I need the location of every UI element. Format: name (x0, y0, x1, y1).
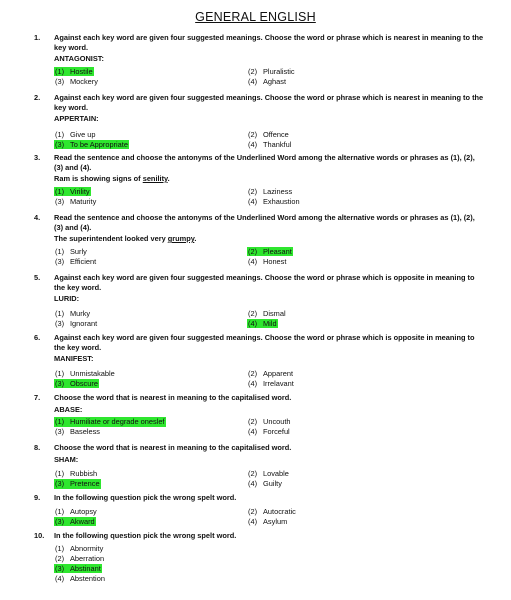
option-2 (247, 247, 293, 257)
option-row (54, 67, 484, 77)
option-3 (54, 197, 97, 207)
question-text: Against each key word are given four suggested meanings. Choose the word or phrase which is nearest in meaning to the key word. (54, 33, 484, 52)
option-text: Unmistakable (70, 368, 115, 378)
question-2 (34, 93, 484, 150)
option-row (54, 554, 484, 564)
option-number: (1) (55, 469, 65, 478)
option-number: (3) (55, 196, 65, 206)
option-number: (3) (55, 76, 65, 86)
underlined-word: senility (142, 174, 168, 183)
option-text: Pleasant (263, 246, 292, 256)
option-row (54, 507, 484, 517)
question-number: 4. (34, 213, 41, 222)
option-number: (1) (55, 368, 65, 378)
option-number: (4) (248, 479, 258, 488)
options (54, 469, 484, 489)
option-number: (2) (248, 368, 258, 378)
option-text: Baseless (70, 427, 100, 436)
question-number: 2. (34, 93, 41, 102)
option-row (54, 140, 484, 150)
option-row (54, 77, 484, 87)
option-number: (2) (248, 506, 258, 516)
options (54, 67, 484, 87)
option-3 (54, 379, 99, 389)
option-3 (54, 564, 102, 574)
option-text: Surly (70, 246, 87, 256)
option-text: Maturity (70, 196, 97, 206)
option-text: Rubbish (70, 469, 98, 478)
option-text: Pretence (70, 479, 100, 488)
option-text: Abnormity (70, 543, 104, 553)
option-1 (54, 369, 116, 379)
option-text: Autopsy (70, 506, 97, 516)
option-1 (54, 507, 98, 517)
option-number: (3) (55, 516, 65, 526)
option-text: Forceful (263, 427, 290, 436)
option-4 (247, 197, 301, 207)
option-text: Hostile (70, 66, 93, 76)
option-number: (3) (55, 563, 65, 573)
option-text: Asylum (263, 516, 288, 526)
option-number: (4) (55, 573, 65, 583)
question-1 (34, 33, 484, 87)
option-text: Virility (70, 186, 90, 196)
option-2 (247, 369, 294, 379)
option-text: Give up (70, 129, 96, 139)
option-text: Obscure (70, 378, 98, 388)
option-3 (54, 517, 96, 527)
question-sentence: Ram is showing signs of senility. (54, 174, 170, 183)
options (54, 187, 484, 207)
option-row (54, 319, 484, 329)
question-10 (34, 531, 484, 584)
option-row (54, 257, 484, 267)
question-3 (34, 153, 484, 207)
option-text: Offence (263, 129, 289, 139)
option-text: Mild (263, 318, 277, 328)
option-number: (2) (248, 246, 258, 256)
option-row (54, 187, 484, 197)
question-6 (34, 333, 484, 389)
question-8 (34, 443, 484, 489)
option-text: Autocratic (263, 506, 296, 516)
option-2 (247, 67, 296, 77)
option-text: Aberration (70, 553, 105, 563)
option-2 (247, 417, 292, 427)
option-4 (54, 574, 106, 584)
option-1 (54, 417, 166, 427)
option-number: (4) (248, 516, 258, 526)
question-text: In the following question pick the wrong spelt word. (54, 531, 237, 540)
key-word: MANIFEST: (54, 354, 94, 363)
option-1 (54, 247, 88, 257)
option-text: Thankful (263, 139, 292, 149)
option-text: Aghast (263, 76, 287, 86)
option-2 (247, 309, 287, 319)
question-text: In the following question pick the wrong spelt word. (54, 493, 237, 502)
option-number: (1) (55, 186, 65, 196)
option-1 (54, 469, 98, 479)
option-row (54, 309, 484, 319)
option-number: (2) (55, 553, 65, 563)
question-text: Read the sentence and choose the antonyms of the Underlined Word among the alternative words or phrases as (1), (2), (3) and (4). (54, 213, 475, 232)
option-4 (247, 140, 292, 150)
option-number: (3) (55, 318, 65, 328)
options (54, 130, 484, 150)
option-4 (247, 379, 295, 389)
option-3 (54, 77, 99, 87)
option-row (54, 379, 484, 389)
option-number: (1) (55, 66, 65, 76)
question-number: 8. (34, 443, 41, 452)
option-number: (4) (248, 76, 258, 86)
question-number: 9. (34, 493, 41, 502)
options (54, 247, 484, 267)
option-3 (54, 319, 98, 329)
key-word: APPERTAIN: (54, 114, 99, 123)
options (54, 507, 484, 527)
option-1 (54, 544, 104, 554)
question-5 (34, 273, 484, 329)
option-text: Efficient (70, 256, 97, 266)
option-number: (4) (248, 427, 258, 436)
option-3 (54, 427, 101, 437)
option-row (54, 564, 484, 574)
option-text: Murky (70, 308, 91, 318)
option-number: (2) (248, 129, 258, 139)
option-1 (54, 187, 91, 197)
option-row (54, 247, 484, 257)
key-word: SHAM: (54, 454, 79, 464)
key-word: ABASE: (54, 404, 83, 414)
option-row (54, 517, 484, 527)
question-number: 3. (34, 153, 41, 162)
option-number: (4) (248, 139, 258, 149)
option-text: To be Appropriate (70, 139, 128, 149)
option-text: Exhaustion (263, 196, 300, 206)
options (54, 544, 484, 584)
option-2 (54, 554, 105, 564)
option-text: Laziness (263, 186, 293, 196)
option-text: Guilty (263, 479, 282, 488)
option-4 (247, 517, 288, 527)
option-1 (54, 309, 91, 319)
option-row (54, 479, 484, 489)
option-2 (247, 187, 293, 197)
question-9 (34, 493, 484, 527)
question-sentence: The superintendent looked very grumpy. (54, 234, 197, 243)
option-number: (4) (248, 256, 258, 266)
option-text: Irrelavant (263, 378, 294, 388)
option-number: (1) (55, 506, 65, 516)
option-row (54, 469, 484, 479)
option-2 (247, 130, 290, 140)
option-3 (54, 257, 97, 267)
option-1 (54, 130, 96, 140)
option-4 (247, 427, 291, 437)
question-number: 5. (34, 273, 41, 282)
option-number: (1) (55, 417, 65, 426)
option-text: Ignorant (70, 318, 98, 328)
option-4 (247, 479, 283, 489)
option-text: Lovable (263, 469, 289, 478)
option-row (54, 544, 484, 554)
option-number: (1) (55, 543, 65, 553)
option-row (54, 574, 484, 584)
option-number: (2) (248, 66, 258, 76)
option-number: (2) (248, 308, 258, 318)
option-row (54, 427, 484, 437)
underlined-word: grumpy (167, 234, 195, 243)
option-4 (247, 77, 287, 87)
option-2 (247, 507, 297, 517)
option-3 (54, 479, 101, 489)
option-text: Humiliate or degrade oneslef (70, 417, 165, 426)
option-number: (3) (55, 427, 65, 436)
option-number: (2) (248, 417, 258, 426)
option-row (54, 197, 484, 207)
question-text: Against each key word are given four suggested meanings. Choose the word or phrase which is nearest in meaning to the key word. (54, 93, 484, 112)
option-text: Akward (70, 516, 95, 526)
option-number: (4) (248, 196, 258, 206)
option-text: Mockery (70, 76, 98, 86)
question-number: 7. (34, 393, 41, 402)
option-row (54, 369, 484, 379)
options (54, 369, 484, 389)
question-text: Choose the word that is nearest in meaning to the capitalised word. (54, 393, 292, 402)
question-number: 1. (34, 33, 41, 42)
question-number: 10. (34, 531, 45, 540)
option-text: Uncouth (263, 417, 291, 426)
option-number: (1) (55, 129, 65, 139)
page-title: GENERAL ENGLISH (195, 10, 316, 24)
options (54, 417, 484, 437)
key-word: LURID: (54, 294, 80, 303)
question-7 (34, 393, 484, 437)
option-number: (4) (248, 378, 258, 388)
option-number: (4) (248, 318, 258, 328)
option-number: (1) (55, 246, 65, 256)
question-text: Against each key word are given four suggested meanings. Choose the word or phrase which is opposite in meaning to the key word. (54, 273, 475, 292)
option-text: Apparent (263, 368, 293, 378)
question-text: Read the sentence and choose the antonyms of the Underlined Word among the alternative words or phrases as (1), (2), (3) and (4). (54, 153, 475, 172)
option-number: (3) (55, 256, 65, 266)
key-word: ANTAGONIST: (54, 54, 104, 63)
option-number: (3) (55, 378, 65, 388)
options (54, 309, 484, 329)
option-text: Dismal (263, 308, 286, 318)
option-text: Pluralistic (263, 66, 295, 76)
question-text: Against each key word are given four suggested meanings. Choose the word or phrase which is opposite in meaning to the key word. (54, 333, 475, 352)
option-4 (247, 319, 278, 329)
option-4 (247, 257, 287, 267)
option-2 (247, 469, 290, 479)
option-row (54, 417, 484, 427)
option-number: (2) (248, 186, 258, 196)
option-number: (3) (55, 479, 65, 488)
option-number: (3) (55, 139, 65, 149)
option-number: (2) (248, 469, 258, 478)
question-text: Choose the word that is nearest in meaning to the capitalised word. (54, 443, 292, 452)
option-3 (54, 140, 129, 150)
question-number: 6. (34, 333, 41, 342)
option-row (54, 130, 484, 140)
option-text: Abstention (70, 573, 105, 583)
option-text: Abstinant (70, 563, 101, 573)
question-4 (34, 213, 484, 267)
option-number: (1) (55, 308, 65, 318)
option-1 (54, 67, 94, 77)
option-text: Honest (263, 256, 287, 266)
